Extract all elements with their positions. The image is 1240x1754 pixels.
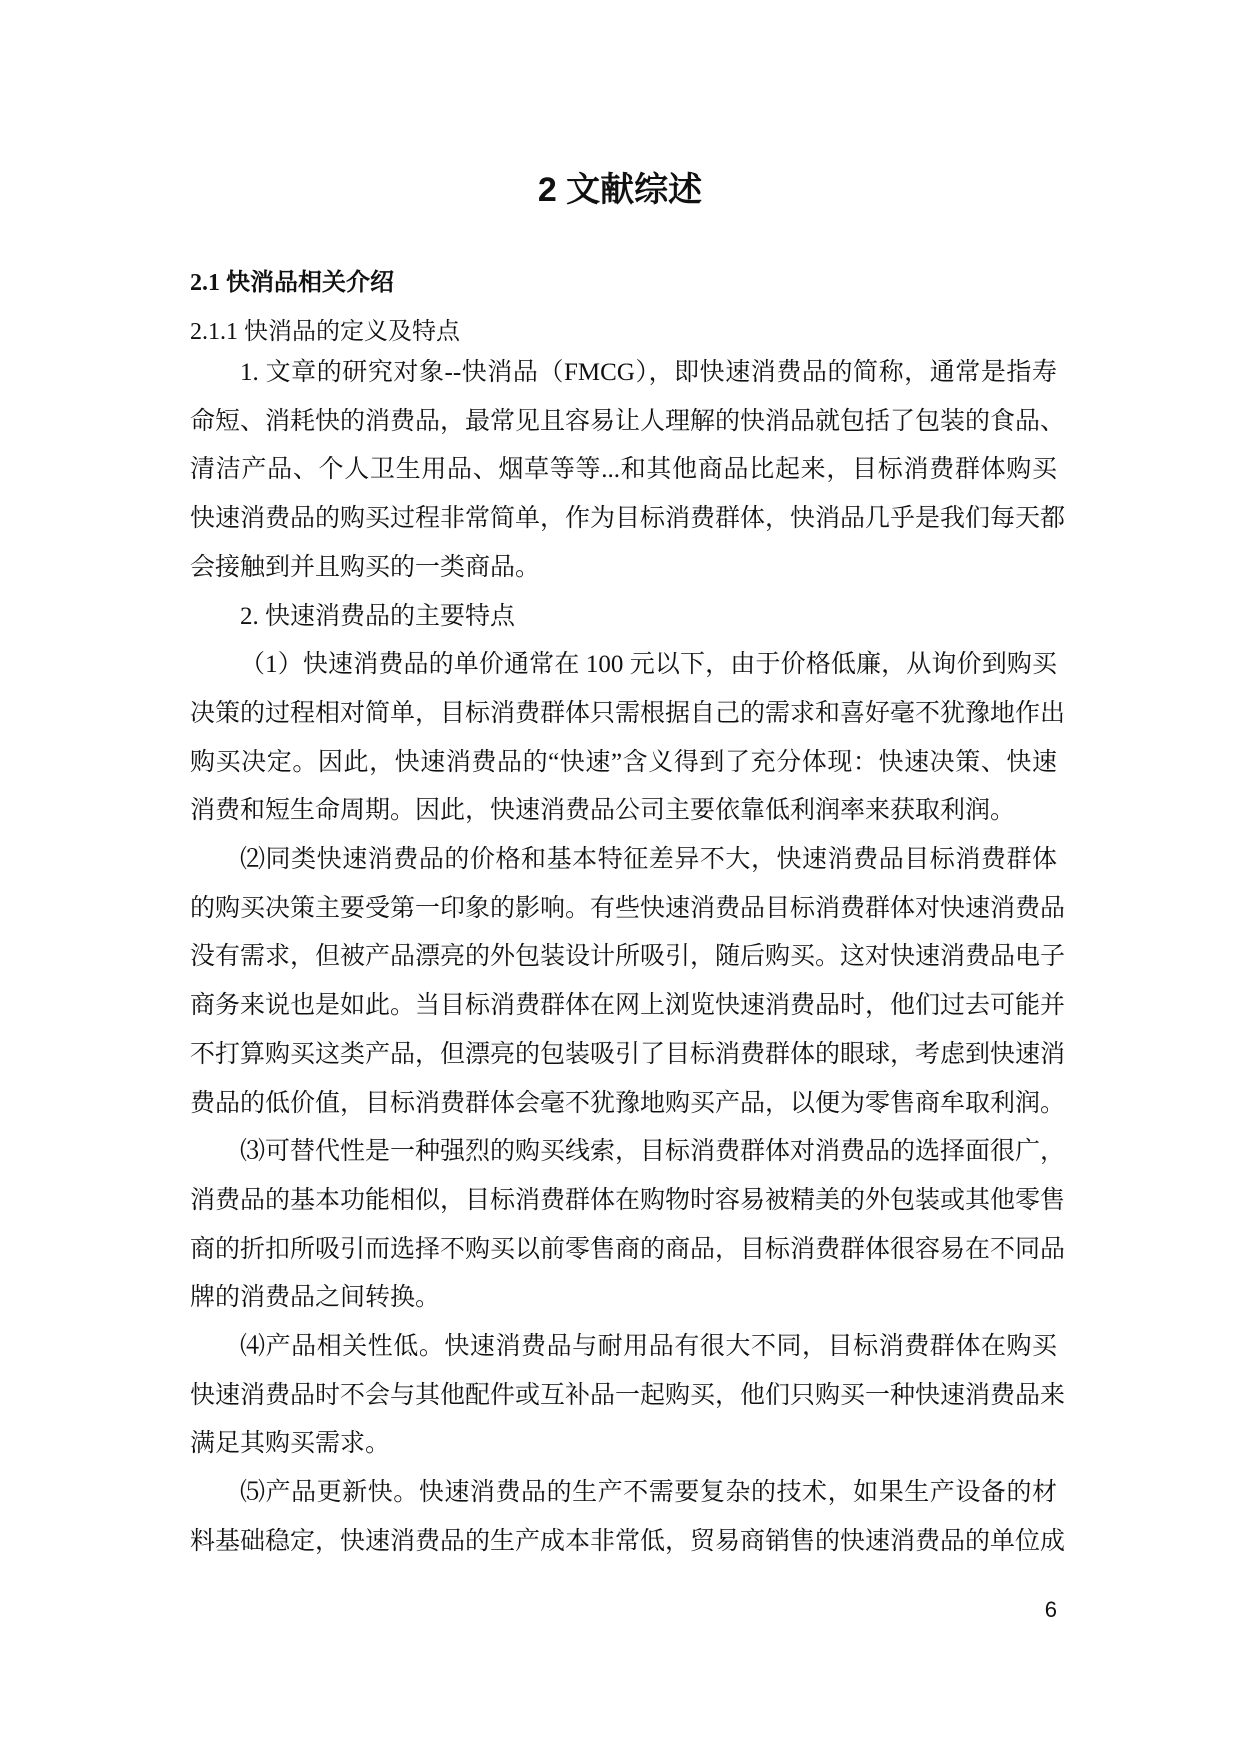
chapter-title: 2 文献综述 — [537, 171, 703, 209]
section-heading: 2.1 快消品相关介绍 — [190, 270, 394, 296]
paragraph-line: 购买决定。因此，快速消费品的“快速”含义得到了充分体现：快速决策、快速 — [190, 748, 1057, 776]
paragraph-line: 的购买决策主要受第一印象的影响。有些快速消费品目标消费群体对快速消费品 — [190, 894, 1066, 922]
paragraph-line: 没有需求，但被产品漂亮的外包装设计所吸引，随后购买。这对快速消费品电子 — [190, 943, 1066, 971]
paragraph-line: ⑵同类快速消费品的价格和基本特征差异不大，快速消费品目标消费群体 — [240, 846, 1057, 873]
paragraph-line: 商务来说也是如此。当目标消费群体在网上浏览快速消费品时，他们过去可能并 — [190, 992, 1066, 1020]
paragraph-line: 满足其购买需求。 — [190, 1430, 391, 1458]
paragraph-line: 不打算购买这类产品，但漂亮的包装吸引了目标消费群体的眼球，考虑到快速消 — [190, 1040, 1066, 1068]
paragraph-line: 命短、消耗快的消费品，最常见且容易让人理解的快消品就包括了包装的食品、 — [190, 407, 1066, 435]
paragraph-line: 消费品的基本功能相似，目标消费群体在购物时容易被精美的外包装或其他零售 — [190, 1186, 1066, 1214]
paragraph-line: 快速消费品时不会与其他配件或互补品一起购买，他们只购买一种快速消费品来 — [190, 1381, 1066, 1409]
paragraph-line: ⑸产品更新快。快速消费品的生产不需要复杂的技术，如果生产设备的材 — [240, 1479, 1057, 1507]
paragraph-line: 消费和短生命周期。因此，快速消费品公司主要依靠低利润率来获取利润。 — [190, 797, 1016, 825]
paragraph-line: 费品的低价值，目标消费群体会毫不犹豫地购买产品，以便为零售商牟取利润。 — [190, 1089, 1066, 1117]
paragraph-line: 料基础稳定，快速消费品的生产成本非常低，贸易商销售的快速消费品的单位成 — [190, 1527, 1066, 1555]
paragraph-line: 2. 快速消费品的主要特点 — [240, 602, 516, 630]
paragraph-line: 决策的过程相对简单，目标消费群体只需根据自己的需求和喜好毫不犹豫地作出 — [190, 699, 1066, 727]
page-number: 6 — [1044, 1597, 1057, 1622]
paragraph-line: 清洁产品、个人卫生用品、烟草等等...和其他商品比起来，目标消费群体购买 — [190, 456, 1057, 484]
paragraph-line: 会接触到并且购买的一类商品。 — [190, 553, 541, 581]
paragraph-line: ⑶可替代性是一种强烈的购买线索，目标消费群体对消费品的选择面很广， — [240, 1138, 1066, 1166]
paragraph-line: 快速消费品的购买过程非常简单，作为目标消费群体，快消品几乎是我们每天都 — [190, 505, 1066, 533]
paragraph-line: ⑷产品相关性低。快速消费品与耐用品有很大不同，目标消费群体在购买 — [240, 1333, 1057, 1360]
paragraph-line: （1）快速消费品的单价通常在 100 元以下，由于价格低廉，从询价到购买 — [240, 651, 1057, 679]
subsection-heading: 2.1.1 快消品的定义及特点 — [190, 319, 460, 345]
paragraph-line: 牌的消费品之间转换。 — [190, 1284, 441, 1312]
paragraph-line: 1. 文章的研究对象--快消品（FMCG），即快速消费品的简称，通常是指寿 — [240, 359, 1057, 386]
paragraph-line: 商的折扣所吸引而选择不购买以前零售商的商品，目标消费群体很容易在不同品 — [190, 1235, 1066, 1263]
